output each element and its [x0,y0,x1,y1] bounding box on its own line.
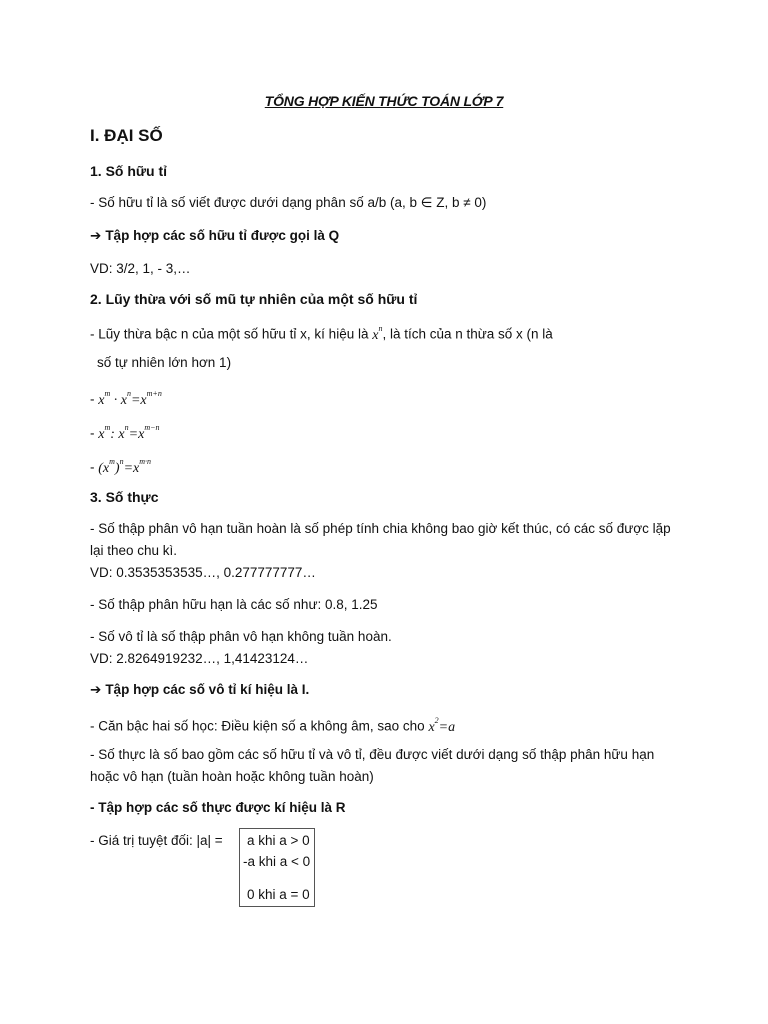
real-set-text: - Tập hợp các số thực được kí hiệu là R [90,800,346,815]
absolute-value-cases-box [239,828,315,907]
subsection-heading-power: 2. Lũy thừa với số mũ tự nhiên của một số hữu tỉ [90,291,418,307]
irrational-set-line [90,681,309,699]
document-title: TỔNG HỢP KIẾN THỨC TOÁN LỚP 7 [264,93,504,109]
irrational-definition: - Số vô tỉ là số thập phân vô hạn không tuần hoàn. [90,629,392,644]
repeating-decimal-line1: - Số thập phân vô hạn tuần hoàn là số phép tính chia không bao giờ kết thúc, có các số được lặp [90,521,671,536]
real-definition-line2: hoặc vô hạn (tuần hoàn hoặc không tuần hoàn) [90,769,374,784]
power-definition-line1 [90,322,553,345]
real-definition-line1: - Số thực là số bao gồm các số hữu tỉ và vô tỉ, đều được viết dưới dạng số thập phân hữu hạn [90,747,655,762]
power-rule-product: - $x^m \cdot x^n=x^{m+n}$ [90,389,162,408]
absolute-value-case-zero: 0 khi a = 0 [247,887,310,902]
finite-decimal-text: - Số thập phân hữu hạn là các số như: 0.8, 1.25 [90,597,378,612]
rational-example: VD: 3/2, 1, - 3,… [90,261,191,276]
arrow-right-icon: ➔ [90,682,102,697]
power-notation: $x^n$ [372,324,383,343]
absolute-value-label: - Giá trị tuyệt đối: |a| = [90,833,223,848]
power-rule-quotient: - $x^m$: $x^n=x^{m-n}$ [90,423,160,442]
irrational-set-text: Tập hợp các số vô tỉ kí hiệu là I. [105,682,310,697]
power-definition-text: - Lũy thừa bậc n của một số hữu tỉ x, kí hiệu là [90,326,373,342]
subsection-heading-real: 3. Số thực [90,489,159,505]
power-definition-line2: số tự nhiên lớn hơn 1) [97,355,232,370]
section-heading-algebra: I. ĐẠI SỐ [90,126,163,145]
power-definition-text-end: , là tích của n thừa số x (n là [382,326,553,342]
subsection-heading-rational: 1. Số hữu tỉ [90,163,168,179]
absolute-value-case-positive: a khi a > 0 [247,833,310,848]
rational-set-text: Tập hợp các số hữu tỉ được gọi là Q [105,228,340,243]
repeating-decimal-example: VD: 0.3535353535…, 0.277777777… [90,565,316,580]
rational-set-line [90,227,339,245]
rational-definition: - Số hữu tỉ là số viết được dưới dạng phân số a/b (a, b ∈ Z, b ≠ 0) [90,195,487,210]
irrational-example: VD: 2.8264919232…, 1,41423124… [90,651,309,666]
power-rule-power: - $(x^m)^n=x^{m\cdot n}$ [90,457,152,476]
arrow-right-icon: ➔ [90,228,102,243]
square-root-definition: - Căn bậc hai số học: Điều kiện số a không âm, sao cho $x^2=a$ [90,716,456,735]
repeating-decimal-line2: lại theo chu kì. [90,543,178,558]
absolute-value-case-negative: -a khi a < 0 [243,854,311,869]
